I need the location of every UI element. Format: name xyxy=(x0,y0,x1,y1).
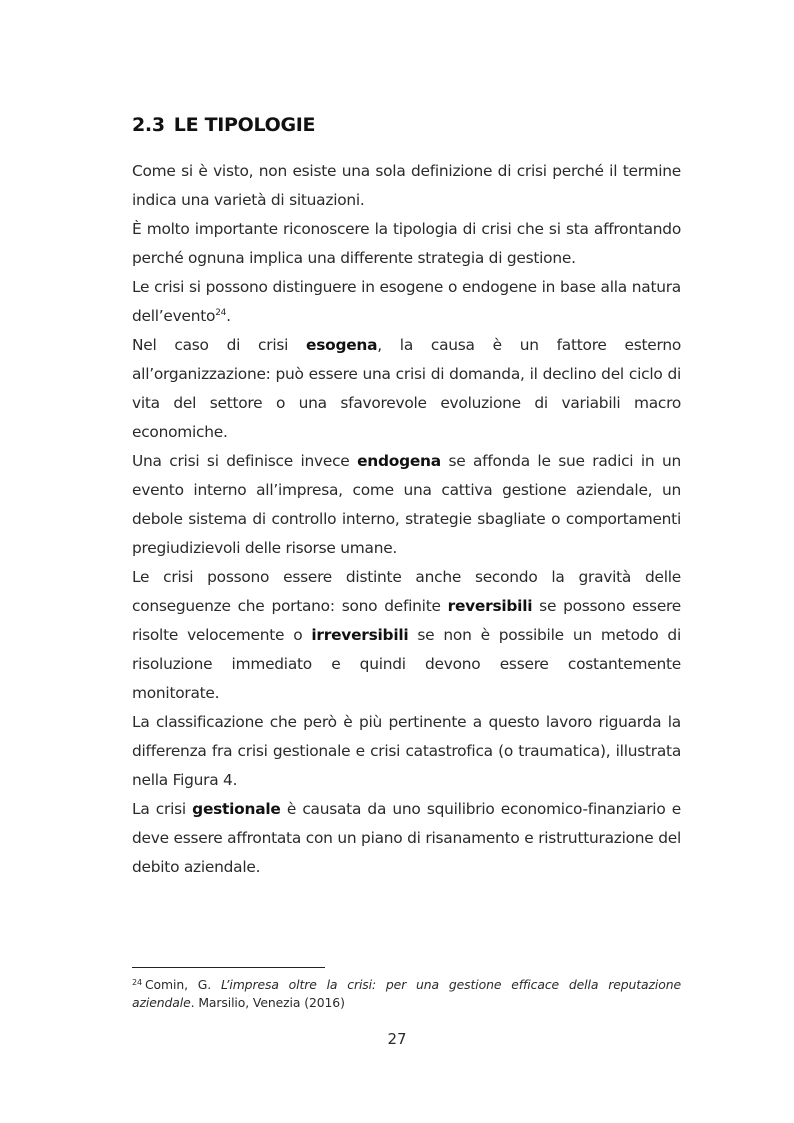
bold-term: esogena xyxy=(306,336,378,354)
paragraph: La crisi gestionale è causata da uno squilibrio economico-finanziario e deve essere affrontata con un piano di risanamento e ristrutturazione del debito aziendale. xyxy=(132,800,681,876)
paragraph: Come si è visto, non esiste una sola definizione di crisi perché il termine indica una varietà di situazioni. xyxy=(132,162,681,209)
paragraph: Le crisi si possono distinguere in esogene o endogene in base alla natura dell’evento$^{24}$. xyxy=(132,278,681,325)
bold-term: endogena xyxy=(357,452,441,470)
footnote-title: L’impresa oltre la crisi: per una gestione efficace della reputazione aziendale xyxy=(132,977,681,1010)
footnote-author: Comin, G. xyxy=(144,977,221,992)
footnote-divider xyxy=(132,967,325,968)
section-heading xyxy=(132,114,315,136)
footnote xyxy=(132,976,681,1012)
paragraph: È molto importante riconoscere la tipologia di crisi che si sta affrontando perché ognuna implica una differente strategia di gestione. xyxy=(132,220,681,267)
bold-term: reversibili xyxy=(447,597,533,615)
footnote-reference: 24 xyxy=(215,308,227,318)
footnote-marker: 24 xyxy=(132,978,142,987)
section-title: LE TIPOLOGIE xyxy=(173,114,316,136)
paragraph: La classificazione che però è più pertinente a questo lavoro riguarda la differenza fra crisi gestionale e crisi catastrofica (o traumatica), illustrata nella Figura 4. xyxy=(132,713,681,789)
paragraph: Le crisi possono essere distinte anche secondo la gravità delle conseguenze che portano: sono definite reversibili se possono essere risolte velocemente o irreversibili se non è possibile un metodo di risoluzione immediato e quindi devono essere costantemente monitorate. xyxy=(132,568,681,702)
body-text xyxy=(132,157,681,882)
bold-term: gestionale xyxy=(192,800,281,818)
bold-term: irreversibili xyxy=(311,626,409,644)
section-number: 2.3 xyxy=(132,114,165,136)
page-number: 27 xyxy=(387,1030,407,1048)
paragraph: Nel caso di crisi esogena, la causa è un fattore esterno all’organizzazione: può essere una crisi di domanda, il declino del ciclo di vita del settore o una sfavorevole evoluzione di variabili macro economiche. xyxy=(132,336,681,441)
paragraph: Una crisi si definisce invece endogena se affonda le sue radici in un evento interno all’impresa, come una cattiva gestione aziendale, un debole sistema di controllo interno, strategie sbagliate o comportamenti pregiudizievoli delle risorse umane. xyxy=(132,452,681,557)
footnote-publisher: . Marsilio, Venezia (2016) xyxy=(190,995,345,1010)
